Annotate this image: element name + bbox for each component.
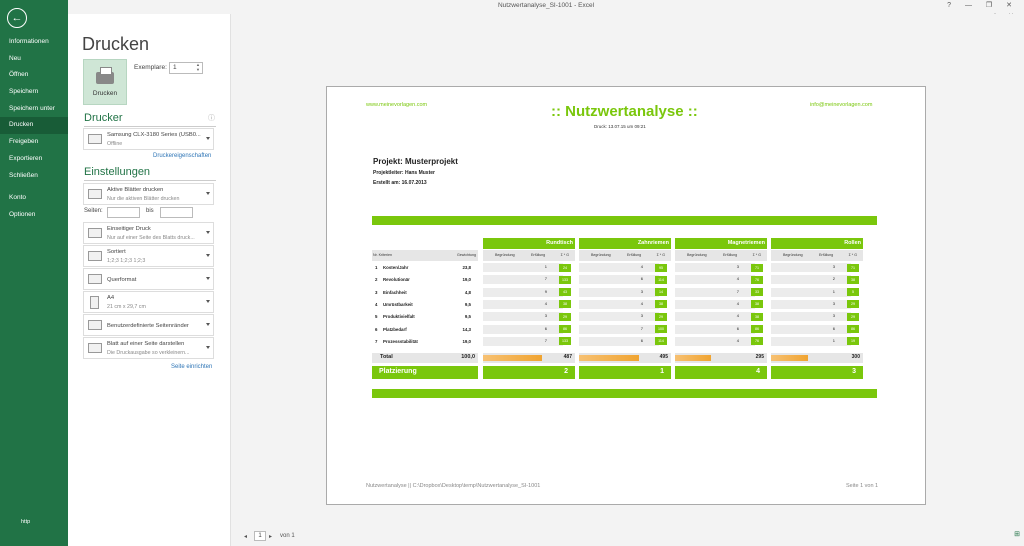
printer-device-icon xyxy=(88,134,102,144)
chevron-down-icon xyxy=(206,254,210,257)
nav-item-schliessen[interactable]: Schließen xyxy=(9,171,38,179)
chevron-down-icon xyxy=(206,300,210,303)
scaling-dropdown[interactable] xyxy=(83,337,214,359)
criterion-name: Revolutionär xyxy=(383,277,410,283)
ranking-label: Platzierung xyxy=(379,368,417,375)
score-value: 33 xyxy=(751,288,763,296)
margins-icon xyxy=(88,320,102,330)
nav-item-speichern[interactable]: Speichern xyxy=(9,88,39,96)
total-cell xyxy=(483,353,575,363)
scaling-icon xyxy=(88,343,102,353)
variant-header: Zahnriemen xyxy=(579,238,671,249)
variant-subheader xyxy=(771,250,863,261)
total-bar xyxy=(483,355,542,361)
sides-sub: Nur auf einer Seite des Blatts druck... xyxy=(107,235,195,241)
score-value: 86 xyxy=(847,325,859,333)
criterion-nr: 1 xyxy=(375,265,378,270)
reason-cell xyxy=(771,300,851,309)
sub-rating: Erfüllung xyxy=(723,253,738,257)
rating-value: 6 xyxy=(544,325,547,331)
chevron-down-icon xyxy=(206,323,210,326)
criterion-weight: 14,3 xyxy=(462,326,471,332)
score-value: 86 xyxy=(559,325,571,333)
reason-cell xyxy=(675,312,755,321)
printer-status: Offline xyxy=(107,141,123,147)
total-cell xyxy=(771,353,863,363)
ranking-label-cell xyxy=(372,366,478,379)
criterion-weight: 9,5 xyxy=(464,314,471,320)
total-cell xyxy=(579,353,671,363)
reason-cell xyxy=(579,275,659,284)
reason-cell xyxy=(483,275,563,284)
sub-score: Σ * G xyxy=(656,253,665,257)
pages-label: Seiten: xyxy=(84,208,103,214)
score-value: 14 xyxy=(655,288,667,296)
reason-cell xyxy=(483,325,563,334)
printer-properties-link[interactable]: Druckereigenschaften xyxy=(153,153,212,159)
reason-cell xyxy=(579,288,659,297)
chevron-down-icon xyxy=(206,137,210,140)
rating-value: 6 xyxy=(736,325,739,331)
printer-icon xyxy=(96,72,114,84)
criterion-nr: 7 xyxy=(375,338,378,344)
pages-to-label: bis xyxy=(146,208,154,214)
rating-value: 3 xyxy=(832,264,835,269)
print-what-sub: Nur die aktiven Blätter drucken xyxy=(107,196,180,202)
print-date: Druck: 13.07.15 um 09:21 xyxy=(594,124,646,129)
total-value: 300 xyxy=(851,354,860,360)
score-value: 29 xyxy=(847,300,859,308)
header-email: info@meinevorlagen.com xyxy=(810,102,873,108)
criterion-name: Platzbedarf xyxy=(383,326,407,332)
chevron-down-icon xyxy=(206,346,210,349)
sub-score: Σ * G xyxy=(560,253,569,257)
rating-value: 3 xyxy=(832,300,835,306)
sides-main: Einseitiger Druck xyxy=(107,226,151,232)
rank-value: 3 xyxy=(852,368,856,375)
nav-item-drucken[interactable]: Drucken xyxy=(0,117,68,134)
rank-value: 1 xyxy=(660,368,664,375)
reason-cell xyxy=(675,325,755,334)
score-value: 76 xyxy=(751,337,763,345)
col-nr-criteria: Nr. Kriterien xyxy=(373,253,392,257)
sub-score: Σ * G xyxy=(848,253,857,257)
print-button[interactable] xyxy=(83,59,127,105)
score-value: 114 xyxy=(655,276,667,284)
window-controls[interactable]: ? — ❐ ✕ xyxy=(947,2,1018,9)
rating-value: 4 xyxy=(736,300,739,306)
score-value: 95 xyxy=(655,264,667,272)
score-value: 133 xyxy=(559,276,571,284)
sub-rating: Erfüllung xyxy=(531,253,546,257)
reason-cell xyxy=(675,337,755,346)
score-value: 5 xyxy=(847,288,859,296)
rank-cell xyxy=(675,366,767,379)
pages-from-input[interactable] xyxy=(107,207,140,218)
reason-cell xyxy=(771,325,851,334)
paper-main: A4 xyxy=(107,295,115,301)
total-weight: 100,0 xyxy=(461,354,475,360)
nav-item-neu[interactable]: Neu xyxy=(9,54,21,62)
criterion-nr: 6 xyxy=(375,326,378,332)
orientation-main: Querformat xyxy=(107,277,137,283)
paper-sub: 21 cm x 29,7 cm xyxy=(107,304,146,310)
bottom-green-bar xyxy=(372,389,877,398)
rating-value: 4 xyxy=(640,264,643,269)
criterion-name: Prozessstabilität xyxy=(383,338,418,344)
variant-header: Magnetriemen xyxy=(675,238,767,249)
rating-value: 4 xyxy=(544,300,547,306)
landscape-icon xyxy=(88,274,102,284)
score-value: 19 xyxy=(847,337,859,345)
rank-cell xyxy=(579,366,671,379)
document-title: :: Nutzwertanalyse :: xyxy=(551,103,698,120)
reason-cell xyxy=(675,275,755,284)
title-bar xyxy=(68,0,1024,14)
paper-size-dropdown[interactable] xyxy=(83,291,214,313)
criterion-name: Umrüstbarkeit xyxy=(383,301,413,307)
scaling-sub: Die Druckausgabe so verkleinern... xyxy=(107,350,190,356)
rating-value: 3 xyxy=(640,288,643,294)
footer-path: Nutzwertanalyse || C:\Dropbox\Desktop\temp\Nutzwertanalyse_SI-1001 xyxy=(366,483,541,489)
reason-cell xyxy=(675,263,755,272)
score-value: 24 xyxy=(559,264,571,272)
nav-item-optionen[interactable]: Optionen xyxy=(9,210,36,218)
sub-reason: Begründung xyxy=(495,253,515,257)
sheets-icon xyxy=(88,189,102,199)
sub-score: Σ * G xyxy=(752,253,761,257)
score-value: 38 xyxy=(559,300,571,308)
score-value: 114 xyxy=(655,337,667,345)
printer-rule xyxy=(84,126,216,127)
margins-dropdown[interactable] xyxy=(83,314,214,336)
page-count: von 1 xyxy=(280,533,295,539)
pages-to-input[interactable] xyxy=(160,207,193,218)
nav-item-exportieren[interactable]: Exportieren xyxy=(9,154,43,162)
sub-rating: Erfüllung xyxy=(627,253,642,257)
rank-value: 2 xyxy=(564,368,568,375)
reason-cell xyxy=(771,337,851,346)
rating-value: 3 xyxy=(736,264,739,269)
criterion-weight: 19,0 xyxy=(462,338,471,344)
header-url: www.meinevorlagen.com xyxy=(366,102,428,108)
reason-cell xyxy=(579,263,659,272)
total-value: 495 xyxy=(659,354,668,360)
top-green-bar xyxy=(372,216,877,225)
pager-prev-icon[interactable]: ◂ xyxy=(244,534,248,540)
total-cell xyxy=(675,353,767,363)
settings-heading: Einstellungen xyxy=(84,166,151,178)
total-bar xyxy=(579,355,639,361)
rating-value: 3 xyxy=(544,313,547,319)
page-setup-link[interactable]: Seite einrichten xyxy=(171,364,213,370)
score-value: 38 xyxy=(751,300,763,308)
reason-cell xyxy=(483,300,563,309)
rating-value: 7 xyxy=(640,325,643,331)
orientation-dropdown[interactable] xyxy=(83,268,214,290)
rating-value: 6 xyxy=(640,276,643,282)
nav-item-speichern-unter[interactable]: Speichern unter xyxy=(9,104,55,112)
zoom-to-page-icon[interactable]: ⊞ xyxy=(1014,531,1020,538)
rating-value: 1 xyxy=(832,337,835,343)
score-value: 29 xyxy=(559,313,571,321)
score-value: 71 xyxy=(751,264,763,272)
chevron-down-icon xyxy=(206,231,210,234)
reason-cell xyxy=(579,325,659,334)
total-label: Total xyxy=(380,354,393,360)
variant-subheader xyxy=(579,250,671,261)
feedback-link[interactable]: http xyxy=(21,519,31,525)
nav-item-konto[interactable]: Konto xyxy=(9,194,26,202)
reason-cell xyxy=(771,263,851,272)
nav-item-informationen[interactable]: Informationen xyxy=(9,38,49,45)
info-icon[interactable]: ⓘ xyxy=(208,115,215,122)
reason-cell xyxy=(483,337,563,346)
score-value: 38 xyxy=(655,300,667,308)
rating-value: 1 xyxy=(832,288,835,294)
score-value: 100 xyxy=(655,325,667,333)
criterion-nr: 3 xyxy=(375,289,378,295)
print-what-dropdown[interactable] xyxy=(83,183,214,205)
settings-rule xyxy=(84,180,216,181)
paper-icon xyxy=(90,296,99,309)
margins-main: Benutzerdefinierte Seitenränder xyxy=(107,323,189,329)
sides-dropdown[interactable] xyxy=(83,222,214,244)
reason-cell xyxy=(579,312,659,321)
score-value: 29 xyxy=(847,313,859,321)
total-bar xyxy=(675,355,711,361)
back-arrow-icon[interactable]: ← xyxy=(7,8,27,28)
rank-cell xyxy=(771,366,863,379)
backstage-nav xyxy=(0,0,68,546)
reason-cell xyxy=(483,312,563,321)
criterion-nr: 2 xyxy=(375,277,378,283)
single-sided-icon xyxy=(88,228,102,238)
criterion-name: Produktivielfalt xyxy=(383,314,415,320)
project-lead: Projektleiter: Hans Muster xyxy=(373,170,435,176)
total-value: 487 xyxy=(563,354,572,360)
criterion-nr: 4 xyxy=(375,301,378,307)
rating-value: 6 xyxy=(640,337,643,343)
rating-value: 4 xyxy=(640,300,643,306)
nav-item-oeffnen[interactable]: Öffnen xyxy=(9,71,29,79)
footer-page: Seite 1 von 1 xyxy=(846,483,879,489)
score-value: 76 xyxy=(751,276,763,284)
rating-value: 3 xyxy=(640,313,643,319)
reason-cell xyxy=(771,275,851,284)
rating-value: 7 xyxy=(544,337,547,343)
reason-cell xyxy=(483,263,563,272)
reason-cell xyxy=(579,300,659,309)
chevron-down-icon xyxy=(206,192,210,195)
printer-heading: Drucker xyxy=(84,112,123,124)
rating-value: 4 xyxy=(736,313,739,319)
reason-cell xyxy=(483,288,563,297)
col-weight: Gewichtung xyxy=(457,253,476,257)
scaling-main: Blatt auf einer Seite darstellen xyxy=(107,341,185,347)
criterion-nr: 5 xyxy=(375,314,378,320)
criterion-weight: 23,8 xyxy=(462,265,471,270)
reason-cell xyxy=(771,288,851,297)
project-title: Projekt: Musterprojekt xyxy=(373,157,458,166)
variant-subheader xyxy=(675,250,767,261)
chevron-down-icon xyxy=(206,277,210,280)
reason-cell xyxy=(771,312,851,321)
total-value: 295 xyxy=(755,354,764,360)
criterion-name: Einfachheit xyxy=(383,289,407,295)
rating-value: 9 xyxy=(544,288,547,294)
score-value: 29 xyxy=(655,313,667,321)
project-created: Erstellt am: 16.07.2013 xyxy=(373,180,427,186)
collate-icon xyxy=(88,251,102,261)
rating-value: 7 xyxy=(544,276,547,282)
nav-item-freigeben[interactable]: Freigeben xyxy=(9,138,39,146)
sub-reason: Begründung xyxy=(591,253,611,257)
rating-value: 1 xyxy=(544,264,547,269)
page-title: Drucken xyxy=(82,34,150,54)
rank-cell xyxy=(483,366,575,379)
variant-header: Rollen xyxy=(771,238,863,249)
copies-input[interactable]: 1 xyxy=(169,62,203,74)
score-value: 133 xyxy=(559,337,571,345)
total-row-label xyxy=(372,353,478,363)
sub-reason: Begründung xyxy=(783,253,803,257)
criterion-weight: 9,5 xyxy=(464,301,471,307)
nav-list xyxy=(0,34,68,224)
sub-rating: Erfüllung xyxy=(819,253,834,257)
collate-main: Sortiert xyxy=(107,249,126,255)
score-value: 38 xyxy=(847,276,859,284)
rating-value: 7 xyxy=(736,288,739,294)
window-title: Nutzwertanalyse_SI-1001 - Excel xyxy=(497,2,595,9)
score-value: 71 xyxy=(847,264,859,272)
rank-value: 4 xyxy=(756,368,760,375)
page-number-input[interactable]: 1 xyxy=(254,531,266,541)
pager-next-icon[interactable]: ▸ xyxy=(269,534,273,540)
criterion-weight: 19,0 xyxy=(462,277,471,283)
criterion-name: Kosten/Jahr xyxy=(383,265,409,270)
rating-value: 2 xyxy=(832,276,835,282)
sub-reason: Begründung xyxy=(687,253,707,257)
score-value: 43 xyxy=(559,288,571,296)
reason-cell xyxy=(675,300,755,309)
score-value: 38 xyxy=(751,313,763,321)
reason-cell xyxy=(675,288,755,297)
criteria-header xyxy=(372,250,478,261)
rating-value: 3 xyxy=(832,313,835,319)
rating-value: 4 xyxy=(736,337,739,343)
collate-dropdown[interactable] xyxy=(83,245,214,267)
collate-sub: 1;2;3 1;2;3 1;2;3 xyxy=(107,258,146,264)
print-what-main: Aktive Blätter drucken xyxy=(107,187,164,193)
criterion-weight: 4,8 xyxy=(464,289,471,295)
variant-header: Rundtisch xyxy=(483,238,575,249)
printer-dropdown[interactable] xyxy=(83,128,214,150)
copies-spinner[interactable]: ▲ ▼ xyxy=(196,62,200,72)
copies-label: Exemplare: xyxy=(134,64,167,71)
rating-value: 6 xyxy=(832,325,835,331)
rating-value: 4 xyxy=(736,276,739,282)
total-bar xyxy=(771,355,808,361)
variant-subheader xyxy=(483,250,575,261)
printer-name: Samsung CLX-3180 Series (USB0... xyxy=(107,132,201,138)
reason-cell xyxy=(579,337,659,346)
score-value: 86 xyxy=(751,325,763,333)
print-button-label: Drucken xyxy=(92,90,118,97)
